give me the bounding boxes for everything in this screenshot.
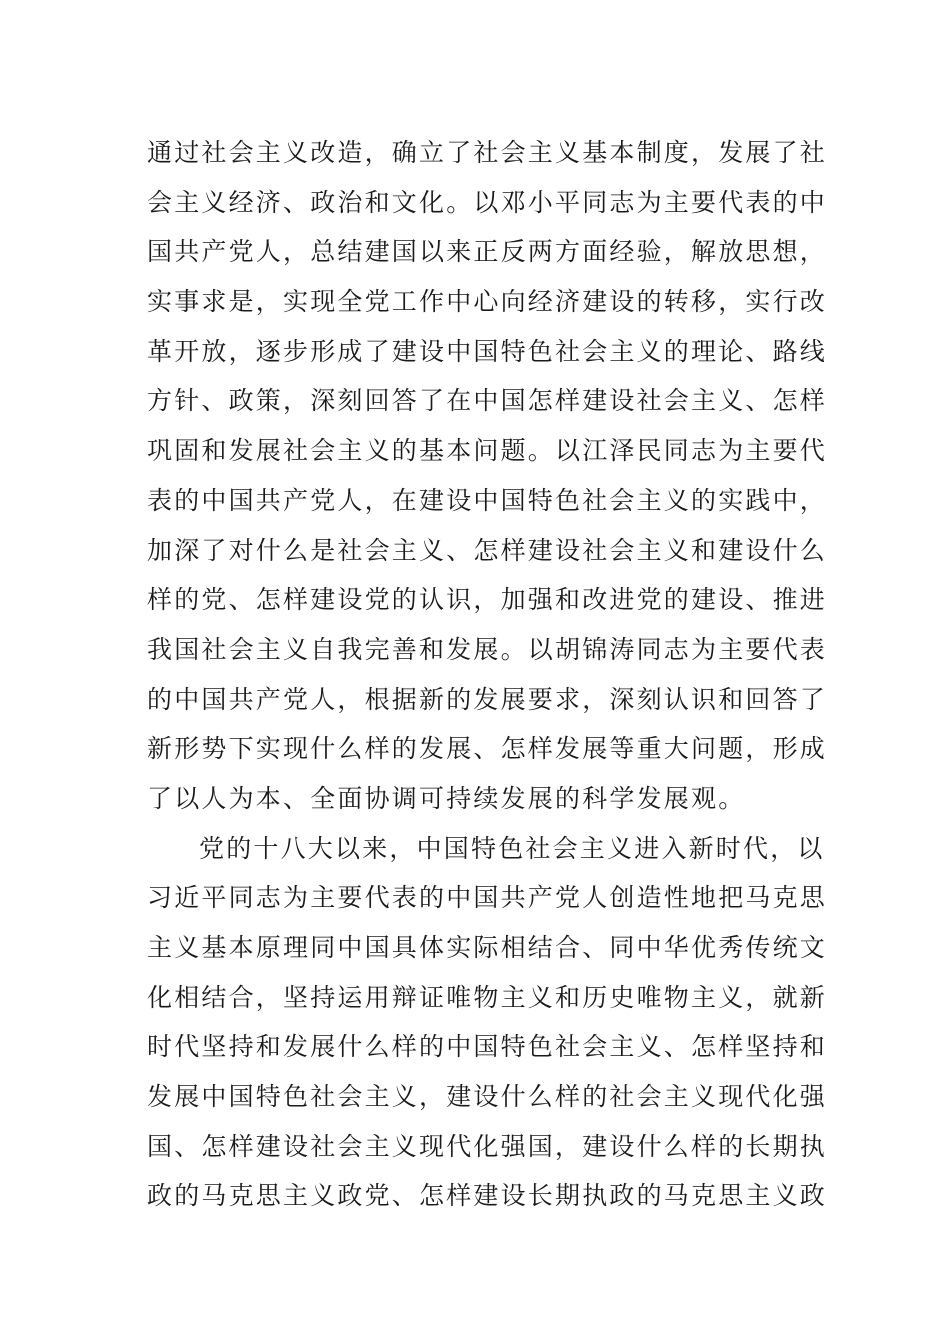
- document-body: [147, 128, 828, 1221]
- text-line: 的中国共产党人，根据新的发展要求，深刻认识和回答了: [147, 684, 828, 714]
- text-line: 化相结合，坚持运用辩证唯物主义和历史唯物主义，就新: [147, 982, 828, 1012]
- text-line: 时代坚持和发展什么样的中国特色社会主义、怎样坚持和: [147, 1032, 828, 1062]
- text-line: 会主义经济、政治和文化。以邓小平同志为主要代表的中: [147, 187, 828, 217]
- text-line: 国共产党人，总结建国以来正反两方面经验，解放思想，: [147, 237, 828, 267]
- text-line: 新形势下实现什么样的发展、怎样发展等重大问题，形成: [147, 734, 828, 764]
- text-line: 党的十八大以来，中国特色社会主义进入新时代，以: [199, 833, 825, 863]
- text-line: 表的中国共产党人，在建设中国特色社会主义的实践中，: [147, 485, 828, 515]
- text-line: 通过社会主义改造，确立了社会主义基本制度，发展了社: [147, 138, 828, 167]
- text-line: 样的党、怎样建设党的认识，加强和改进党的建设、推进: [147, 585, 828, 615]
- text-line: 加深了对什么是社会主义、怎样建设社会主义和建设什么: [147, 535, 828, 565]
- text-line: 主义基本原理同中国具体实际相结合、同中华优秀传统文: [147, 933, 828, 962]
- paragraph-2: [147, 824, 828, 1222]
- text-line: 我国社会主义自我完善和发展。以胡锦涛同志为主要代表: [147, 634, 828, 664]
- text-line: 实事求是，实现全党工作中心向经济建设的转移，实行改: [147, 287, 828, 317]
- text-line: 巩固和发展社会主义的基本问题。以江泽民同志为主要代: [147, 436, 828, 466]
- text-line: 政的马克思主义政党、怎样建设长期执政的马克思主义政: [147, 1181, 828, 1211]
- text-line: 方针、政策，深刻回答了在中国怎样建设社会主义、怎样: [147, 386, 828, 416]
- text-line: 习近平同志为主要代表的中国共产党人创造性地把马克思: [147, 883, 828, 913]
- paragraph-1: [147, 128, 828, 824]
- text-line: 国、怎样建设社会主义现代化强国，建设什么样的长期执: [147, 1131, 828, 1161]
- text-line: 了以人为本、全面协调可持续发展的科学发展观。: [147, 783, 746, 813]
- text-line: 发展中国特色社会主义，建设什么样的社会主义现代化强: [147, 1082, 828, 1112]
- text-line: 革开放，逐步形成了建设中国特色社会主义的理论、路线: [147, 336, 828, 366]
